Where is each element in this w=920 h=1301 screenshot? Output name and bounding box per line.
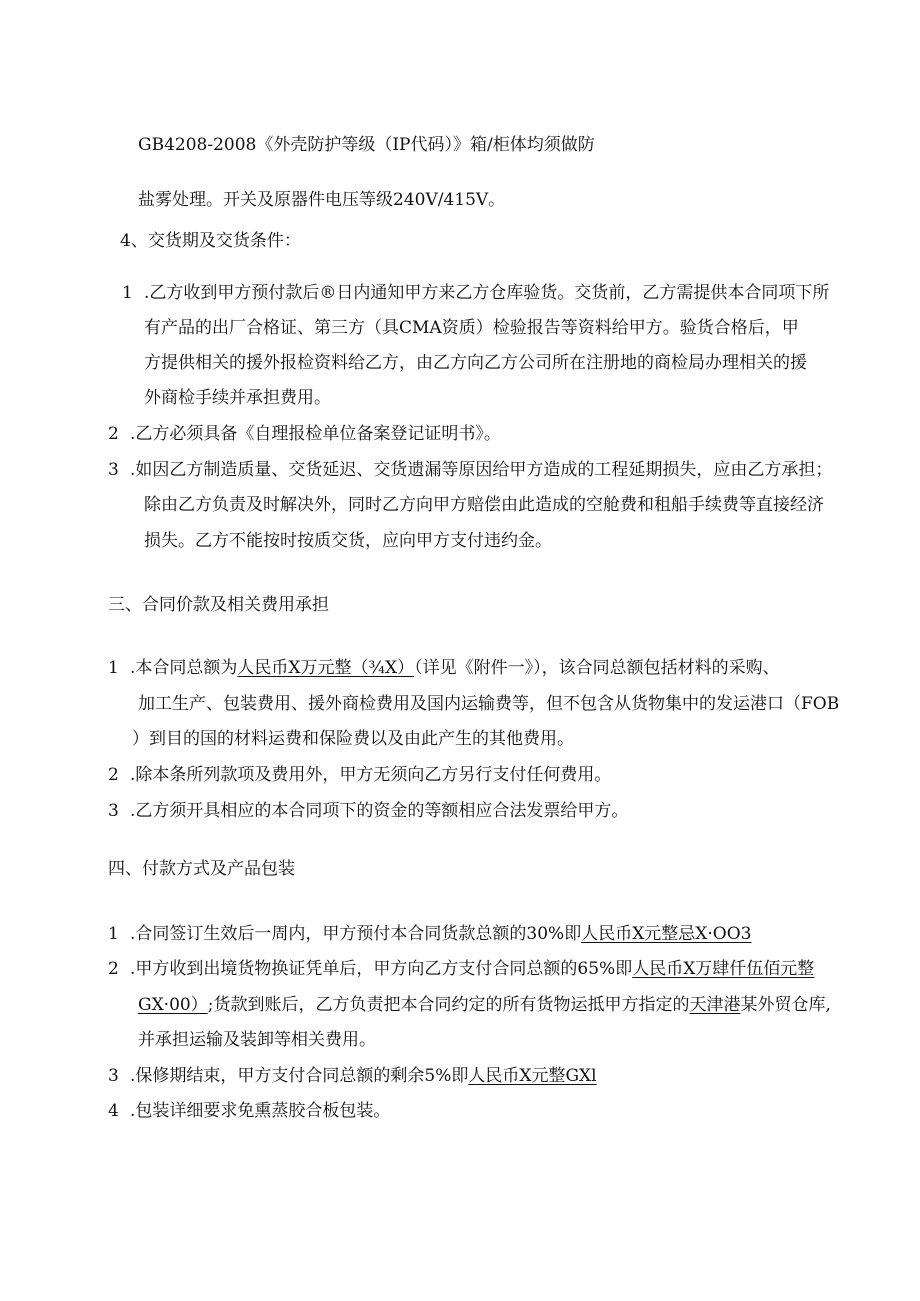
text-line: .如因乙方制造质量、交货延迟、交货遗漏等原因给甲方造成的工程延期损失，应由乙方承担；	[130, 460, 833, 480]
destination-port: 天津港	[689, 995, 741, 1015]
text-segment: ;货款到账后，乙方负责把本合同约定的所有货物运抵甲方指定的	[207, 995, 690, 1015]
text-line: .乙方必须具备《自理报检单位备案登记证明书》。	[130, 424, 501, 444]
item-number: 3	[108, 460, 119, 480]
text-line	[130, 656, 780, 680]
item-number: 1	[108, 924, 119, 944]
section-heading: 三、合同价款及相关费用承担	[108, 595, 329, 615]
text-line: 外商检手续并承担费用。	[144, 388, 331, 408]
payment-amount: 人民币X万肆仟伍佰元整	[632, 959, 815, 979]
text-line: 损失。乙方不能按时按质交货，应向甲方支付违约金。	[144, 531, 552, 551]
text-line	[138, 993, 831, 1017]
item-number: 2	[108, 424, 119, 444]
item-number: 4	[108, 1101, 119, 1121]
item-number: 3	[108, 801, 119, 821]
text-line: .乙方须开具相应的本合同项下的资金的等额相应合法发票给甲方。	[130, 801, 629, 821]
section-heading: 4、交货期及交货条件：	[120, 231, 301, 251]
section-heading: 四、付款方式及产品包装	[108, 859, 295, 879]
text-line: 并承担运输及装卸等相关费用。	[138, 1030, 376, 1050]
text-line	[130, 1064, 597, 1088]
text-line: 盐雾处理。开关及原器件电压等级240V/415V。	[138, 190, 506, 210]
text-line: 除由乙方负责及时解决外，同时乙方向甲方赔偿由此造成的空舱费和租船手续费等直接经济	[144, 495, 824, 515]
text-line: .包装详细要求免熏蒸胶合板包装。	[130, 1101, 391, 1121]
item-number: 3	[108, 1066, 119, 1086]
payment-amount: 人民币X元整忌X·OO3	[581, 924, 752, 944]
item-number: 2	[108, 765, 119, 785]
payment-amount: GX·00）	[138, 995, 208, 1015]
text-segment: 某外贸仓库,	[740, 995, 831, 1015]
text-line: ）到目的国的材料运费和保险费以及由此产生的其他费用。	[132, 729, 574, 749]
contract-amount: 人民币X万元整（¾X）	[237, 658, 415, 678]
text-line: .除本条所列款项及费用外，甲方无须向乙方另行支付任何费用。	[130, 765, 612, 785]
text-segment: .甲方收到出境货物换证凭单后，甲方向乙方支付合同总额的65%即	[130, 959, 633, 979]
text-line	[130, 922, 752, 946]
text-line: 有产品的出厂合格证、第三方（具CMA资质）检验报告等资料给甲方。验货合格后，甲	[144, 318, 799, 338]
text-segment: .本合同总额为	[130, 658, 238, 678]
item-number: 2	[108, 959, 119, 979]
text-line	[130, 957, 814, 981]
item-number: 1	[122, 283, 133, 303]
text-segment: （详见《附件一》），该合同总额包括材料的采购、	[414, 658, 780, 678]
text-segment: .合同签订生效后一周内，甲方预付本合同货款总额的30%即	[130, 924, 582, 944]
text-line: 加工生产、包装费用、援外商检费用及国内运输费等，但不包含从货物集中的发运港口（FOB	[138, 694, 840, 714]
text-line: GB4208-2008《外壳防护等级（IP代码）》箱/柜体均须做防	[138, 135, 595, 155]
text-line: 方提供相关的援外报检资料给乙方，由乙方向乙方公司所在注册地的商检局办理相关的援	[144, 353, 807, 373]
item-number: 1	[108, 658, 119, 678]
payment-amount: 人民币X元整GXl	[468, 1066, 597, 1086]
text-segment: .保修期结束，甲方支付合同总额的剩余5%即	[130, 1066, 469, 1086]
text-line: .乙方收到甲方预付款后®日内通知甲方来乙方仓库验货。交货前，乙方需提供本合同项下所	[144, 283, 830, 303]
